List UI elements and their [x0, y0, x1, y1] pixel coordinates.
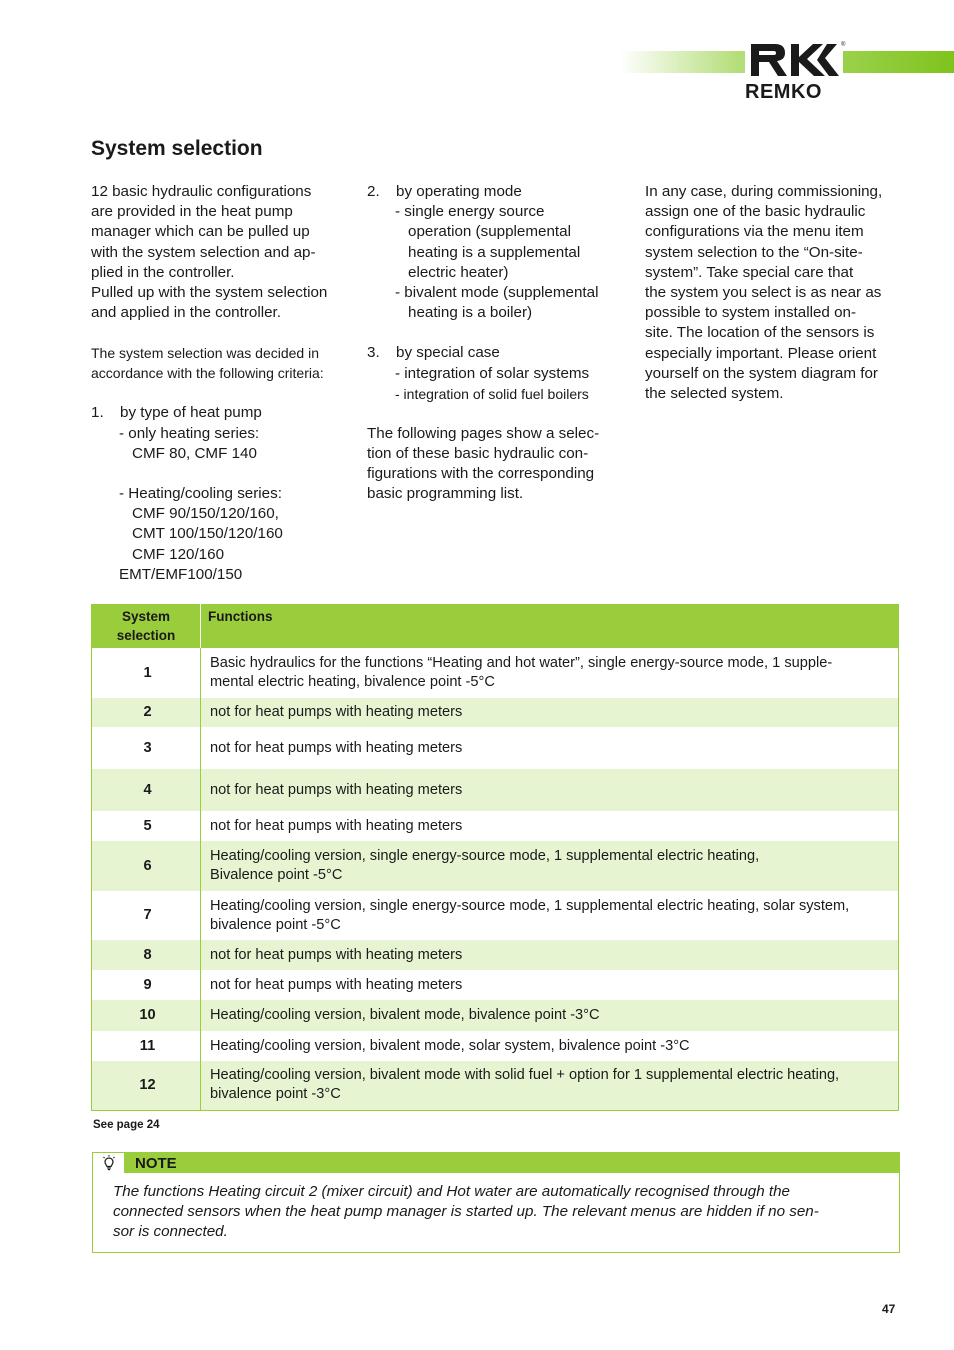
function-line: Bivalence point -5°C [210, 867, 343, 883]
commissioning-line: system selection to the “On-site- [645, 243, 863, 261]
criterion-1 [91, 403, 353, 423]
following-line: figurations with the corresponding [367, 465, 595, 483]
commissioning-line: the system you select is as near as [645, 284, 882, 302]
model-line: CMF 90/150/120/160, [132, 505, 279, 523]
intro-line: with the system selection and ap- [91, 243, 316, 261]
list-title: by operating mode [396, 183, 522, 200]
table-header-row [92, 604, 899, 648]
function-cell [201, 1061, 899, 1110]
commissioning-line: In any case, during commissioning, [645, 183, 883, 200]
intro-line: and applied in the controller. [91, 304, 281, 322]
function-line: bivalence point -3°C [210, 1086, 341, 1103]
list-subitem-cont: operation (supplemental [408, 223, 571, 241]
svg-text:®: ® [841, 42, 846, 48]
note-header [93, 1153, 899, 1173]
list-subitem: - integration of solid fuel boilers [395, 385, 589, 402]
text-column-1 [91, 182, 353, 585]
criterion-3 [367, 343, 629, 363]
table-row [92, 769, 899, 811]
intro-line: manager which can be pulled up [91, 223, 310, 241]
function-line: mental electric heating, bivalence point -5°C [210, 674, 495, 690]
commissioning-line: assign one of the basic hydraulic [645, 203, 866, 221]
system-selection-table [91, 604, 899, 1111]
function-cell: not for heat pumps with heating meters [201, 811, 899, 841]
table-row [92, 1061, 899, 1110]
function-line: Heating/cooling version, bivalent mode with solid fuel + option for 1 supplemental electric heating, [210, 1067, 840, 1084]
list-subitem: - only heating series: [119, 424, 260, 442]
function-line: Heating/cooling version, single energy-source mode, 1 supplemental electric heating, solar system, [210, 897, 850, 914]
intro-line: Pulled up with the system selection [91, 284, 328, 302]
model-line: CMT 100/150/120/160 [132, 525, 283, 543]
list-subitem: - integration of solar systems [395, 364, 590, 382]
system-number: 4 [92, 769, 201, 811]
table-row [92, 1000, 899, 1031]
table-row [92, 727, 899, 769]
table-row [92, 811, 899, 841]
model-line: CMF 120/160 [132, 545, 225, 563]
table-row [92, 698, 899, 727]
commissioning-line: system”. Take special care that [645, 263, 854, 281]
following-line: The following pages show a selec- [367, 424, 600, 442]
commissioning-line: yourself on the system diagram for [645, 364, 878, 382]
note-line: sor is connected. [113, 1223, 228, 1240]
system-number: 11 [92, 1031, 201, 1061]
list-number: 2. [367, 183, 380, 200]
list-subitem-cont: heating is a supplemental [408, 243, 581, 261]
list-title: by special case [396, 344, 500, 362]
commissioning-line: site. The location of the sensors is [645, 324, 875, 342]
following-line: tion of these basic hydraulic con- [367, 445, 589, 463]
intro-line: are provided in the heat pump [91, 203, 293, 221]
function-cell: not for heat pumps with heating meters [201, 769, 899, 811]
text-column-3 [645, 182, 907, 404]
table-row [92, 648, 899, 698]
table-row [92, 1031, 899, 1061]
list-subitem: - Heating/cooling series: [119, 485, 282, 503]
system-number: 10 [92, 1000, 201, 1031]
function-cell: not for heat pumps with heating meters [201, 970, 899, 1000]
list-subitem-cont: electric heater) [408, 263, 509, 281]
note-text [93, 1173, 899, 1242]
note-line: connected sensors when the heat pump manager is started up. The relevant menus are hidden if no sen- [113, 1203, 819, 1220]
function-cell: Heating/cooling version, bivalent mode, solar system, bivalence point -3°C [201, 1031, 899, 1061]
function-line: Basic hydraulics for the functions “Heating and hot water”, single energy-source mode, 1 supple- [210, 655, 833, 671]
system-number: 2 [92, 698, 201, 727]
function-cell: not for heat pumps with heating meters [201, 940, 899, 970]
intro-line: plied in the controller. [91, 263, 235, 281]
remko-logo-mark [745, 38, 850, 82]
function-line: Heating/cooling version, single energy-source mode, 1 supplemental electric heating, [210, 848, 760, 864]
system-number: 8 [92, 940, 201, 970]
criteria-line: The system selection was decided in [91, 345, 319, 362]
criterion-2 [367, 182, 629, 202]
table-row [92, 970, 899, 1000]
header-system-selection: System selection [92, 604, 201, 648]
table-row [92, 841, 899, 891]
commissioning-line: possible to system installed on- [645, 304, 857, 322]
table-row [92, 891, 899, 940]
list-number: 1. [91, 404, 104, 422]
function-line: bivalence point -5°C [210, 916, 341, 933]
see-page-reference: See page 24 [93, 1119, 160, 1131]
function-cell [201, 841, 899, 891]
logo-wordmark: REMKO [745, 81, 822, 103]
note-label: NOTE [135, 1154, 177, 1172]
system-number: 6 [92, 841, 201, 891]
model-line: EMT/EMF100/150 [119, 565, 243, 583]
system-number: 3 [92, 727, 201, 769]
list-number: 3. [367, 344, 380, 362]
following-line: basic programming list. [367, 485, 524, 503]
list-subitem: - single energy source [395, 203, 545, 221]
system-number: 9 [92, 970, 201, 1000]
function-cell: not for heat pumps with heating meters [201, 727, 899, 769]
criteria-line: accordance with the following criteria: [91, 365, 324, 382]
intro-line: 12 basic hydraulic configurations [91, 183, 312, 200]
system-number: 7 [92, 891, 201, 940]
list-subitem: - bivalent mode (supplemental [395, 284, 599, 302]
commissioning-line: the selected system. [645, 385, 784, 403]
note-box [92, 1152, 900, 1253]
table-row [92, 940, 899, 970]
remko-logo [745, 38, 850, 102]
note-line: The functions Heating circuit 2 (mixer circuit) and Hot water are automatically recognised through the [113, 1183, 791, 1200]
text-column-2 [367, 182, 629, 505]
commissioning-line: configurations via the menu item [645, 223, 864, 241]
function-cell [201, 648, 899, 698]
system-number: 1 [92, 648, 201, 698]
lightbulb-icon [93, 1153, 125, 1173]
function-cell [201, 891, 899, 940]
function-cell: not for heat pumps with heating meters [201, 698, 899, 727]
page-number: 47 [882, 1302, 896, 1316]
function-cell: Heating/cooling version, bivalent mode, bivalence point -3°C [201, 1000, 899, 1031]
commissioning-line: especially important. Please orient [645, 344, 877, 362]
system-number: 12 [92, 1061, 201, 1110]
list-subitem-cont: heating is a boiler) [408, 304, 533, 322]
system-number: 5 [92, 811, 201, 841]
page-title: System selection [91, 137, 263, 160]
model-line: CMF 80, CMF 140 [132, 444, 257, 462]
list-title: by type of heat pump [120, 404, 262, 422]
header-functions: Functions [201, 604, 899, 648]
